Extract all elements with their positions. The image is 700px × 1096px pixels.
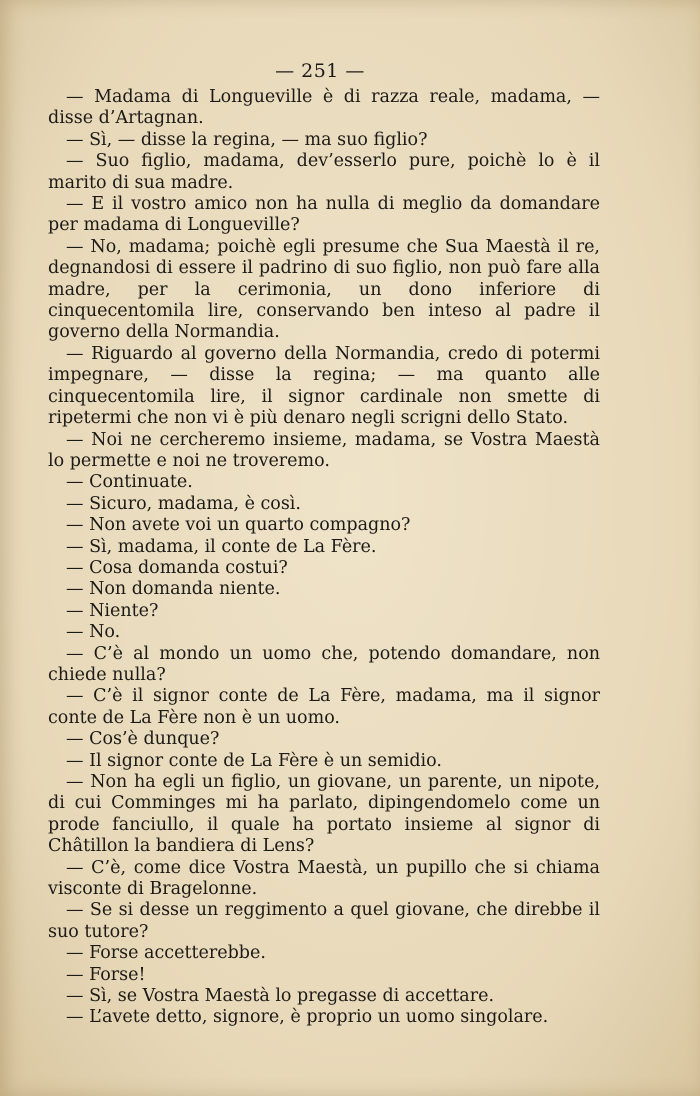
paragraph: — Sicuro, madama, è così. [66,493,301,514]
paragraph: — C’è, come dice Vostra Maestà, un pupillo che si chiama visconte di Bragelonne. [48,857,600,900]
paragraph: — Niente? [66,600,159,621]
paragraph: — Cosa domanda costui? [66,557,288,578]
paragraph: — Forse! [66,964,146,985]
paragraph: — Forse accetterebbe. [66,943,266,964]
paragraph: — Sì, madama, il conte de La Fère. [66,536,377,557]
body-text [48,87,600,1029]
paragraph: — Non domanda niente. [66,579,281,600]
paragraph: — Continuate. [66,472,193,493]
paragraph: — Non ha egli un figlio, un giovane, un parente, un nipote, di cui Comminges mi ha parlato, dipingendomelo come un prode fanciullo, il quale ha portato insieme al signor di Châtillon la bandiera di Lens? [48,772,600,857]
paragraph: — L’avete detto, signore, è proprio un uomo singolare. [66,1007,549,1028]
paragraph: — Se si desse un reggimento a quel giovane, che direbbe il suo tutore? [48,900,600,942]
paragraph: — Il signor conte de La Fère è un semidio. [66,750,442,771]
paragraph: — Non avete voi un quarto compagno? [66,515,411,536]
paragraph: — C’è il signor conte de La Fère, madama, ma il signor conte de La Fère non è un uomo. [48,686,600,728]
paragraph: — E il vostro amico non ha nulla di meglio da domandare per madama di Longueville? [48,194,600,236]
paragraph: — No. [66,622,121,643]
paragraph: — Sì, — disse la regina, — ma suo figlio? [66,129,428,150]
paragraph: — Suo figlio, madama, dev’esserlo pure, poichè lo è il marito di sua madre. [48,151,600,193]
paragraph: — C’è al mondo un uomo che, potendo domandare, non chiede nulla? [48,643,600,685]
paragraph: — Sì, se Vostra Maestà lo pregasse di accettare. [66,986,495,1007]
paragraph: — Madama di Longueville è di razza reale, madama, — disse d’Artagnan. [48,87,600,129]
paragraph: — Noi ne cercheremo insieme, madama, se Vostra Maestà lo permette e noi ne troveremo. [48,429,600,471]
paragraph: — Cos’è dunque? [66,729,220,750]
paragraph: — Riguardo al governo della Normandia, credo di potermi impegnare, — disse la regina; — ma quanto alle cinquecentomila lire, il signor cardinale non smette di ripetermi che non vi è più denaro negli scrigni dello Stato. [48,343,600,429]
page-number: — 251 — [275,60,365,82]
paragraph: — No, madama; poichè egli presume che Sua Maestà il re, degnandosi di essere il padrino di suo figlio, non può fare alla madre, per la cerimonia, un dono inferiore di cinquecentomila lire, conservando ben inteso al padre il governo della Normandia. [48,236,600,343]
